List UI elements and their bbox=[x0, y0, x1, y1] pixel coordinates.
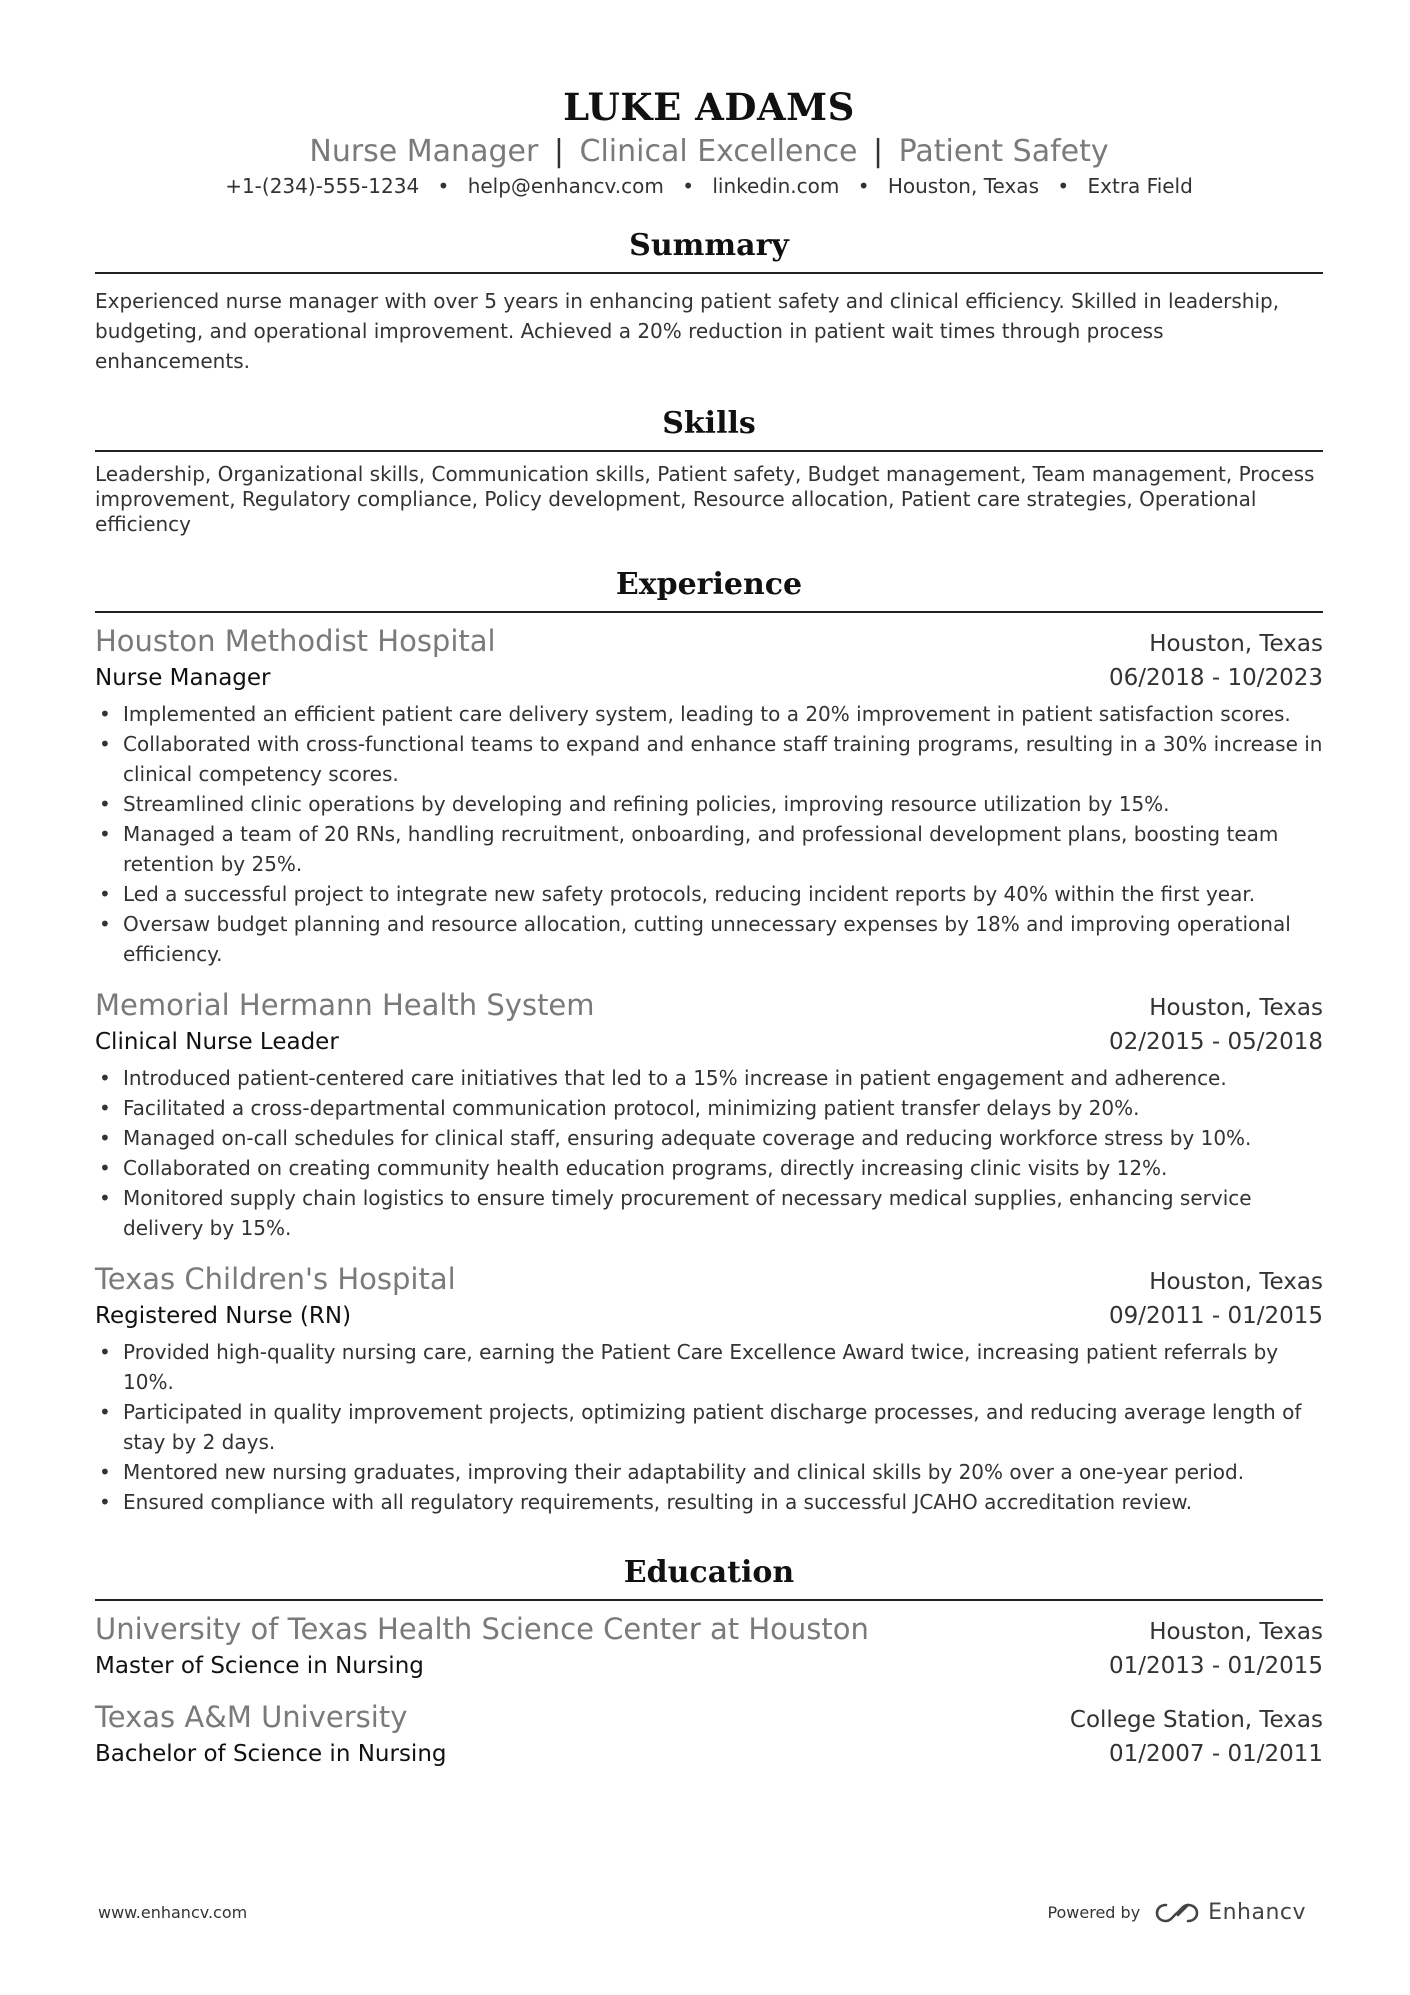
achievement-item: • Ensured compliance with all regulatory requirements, resulting in a successful JCAHO accreditation review. bbox=[123, 1487, 1323, 1517]
achievement-item: • Streamlined clinic operations by developing and refining policies, improving resource utilization by 15%. bbox=[123, 789, 1323, 819]
summary-heading: Summary bbox=[95, 226, 1323, 274]
contact-extra-field: Extra Field bbox=[1087, 174, 1193, 198]
contact-location: Houston, Texas bbox=[887, 174, 1039, 198]
candidate-name: LUKE ADAMS bbox=[563, 85, 855, 129]
achievement-item: • Managed a team of 20 RNs, handling recruitment, onboarding, and professional development plans, boosting team retention by 25%. bbox=[123, 819, 1323, 879]
summary-text: Experienced nurse manager with over 5 years in enhancing patient safety and clinical efficiency. Skilled in leadership, budgeting, and operational improvement. Achieved a 20% reduction in patient wait times through process enhancements. bbox=[95, 289, 1280, 373]
employer-location: Houston, Texas bbox=[1149, 995, 1323, 1021]
experience-entry bbox=[95, 1261, 1323, 1517]
page-footer bbox=[98, 1900, 1306, 1925]
school-location: Houston, Texas bbox=[1149, 1619, 1323, 1645]
school-name: University of Texas Health Science Center at Houston bbox=[95, 1612, 869, 1646]
employer-name: Memorial Hermann Health System bbox=[95, 988, 595, 1022]
brand-name: Enhancv bbox=[1208, 1900, 1306, 1925]
brand-logo bbox=[1154, 1900, 1306, 1925]
education-entry bbox=[95, 1699, 1323, 1773]
contact-phone: +1-(234)-555-1234 bbox=[225, 174, 420, 198]
contact-line bbox=[95, 172, 1323, 200]
headline-title-3: Patient Safety bbox=[898, 134, 1109, 169]
degree: Master of Science in Nursing bbox=[95, 1653, 424, 1679]
education-entry bbox=[95, 1611, 1323, 1685]
education-dates: 01/2007 - 01/2011 bbox=[1108, 1741, 1323, 1767]
headline-title-2: Clinical Excellence bbox=[579, 134, 858, 169]
contact-email[interactable]: help@enhancv.com bbox=[467, 174, 664, 198]
employer-location: Houston, Texas bbox=[1149, 631, 1323, 657]
achievement-item: • Facilitated a cross-departmental communication protocol, minimizing patient transfer delays by 20%. bbox=[123, 1093, 1323, 1123]
headline bbox=[95, 132, 1323, 172]
education-dates: 01/2013 - 01/2015 bbox=[1108, 1653, 1323, 1679]
footer-website-link[interactable]: www.enhancv.com bbox=[98, 1903, 248, 1922]
achievement-item: • Collaborated on creating community health education programs, directly increasing clinic visits by 12%. bbox=[123, 1153, 1323, 1183]
powered-by-badge[interactable] bbox=[1047, 1900, 1306, 1925]
achievement-item: • Oversaw budget planning and resource allocation, cutting unnecessary expenses by 18% and improving operational efficiency. bbox=[123, 909, 1323, 969]
job-title: Nurse Manager bbox=[95, 665, 271, 691]
job-dates: 09/2011 - 01/2015 bbox=[1108, 1303, 1323, 1329]
degree: Bachelor of Science in Nursing bbox=[95, 1741, 447, 1767]
school-location: College Station, Texas bbox=[1069, 1707, 1323, 1733]
achievement-list bbox=[95, 1337, 1323, 1517]
experience-section bbox=[95, 565, 1323, 1517]
summary-section bbox=[95, 226, 1323, 376]
experience-heading: Experience bbox=[95, 565, 1323, 613]
employer-name: Houston Methodist Hospital bbox=[95, 624, 496, 658]
powered-by-label: Powered by bbox=[1047, 1903, 1141, 1922]
job-title: Registered Nurse (RN) bbox=[95, 1303, 352, 1329]
experience-entry bbox=[95, 987, 1323, 1243]
achievement-list bbox=[95, 1063, 1323, 1243]
skills-text: Leadership, Organizational skills, Communication skills, Patient safety, Budget management, Team management, Process improvement, Regulatory compliance, Policy development, Resource allocation, Patient care strategies, Operational efficiency bbox=[95, 462, 1315, 536]
employer-name: Texas Children's Hospital bbox=[95, 1262, 456, 1296]
education-heading: Education bbox=[95, 1553, 1323, 1601]
resume-header bbox=[95, 0, 1323, 200]
achievement-item: • Led a successful project to integrate new safety protocols, reducing incident reports by 40% within the first year. bbox=[123, 879, 1323, 909]
education-section bbox=[95, 1553, 1323, 1773]
resume-page bbox=[95, 0, 1323, 1773]
job-dates: 02/2015 - 05/2018 bbox=[1108, 1029, 1323, 1055]
contact-separator: • bbox=[437, 174, 450, 198]
contact-separator: • bbox=[857, 174, 870, 198]
achievement-item: • Managed on-call schedules for clinical staff, ensuring adequate coverage and reducing workforce stress by 10%. bbox=[123, 1123, 1323, 1153]
achievement-item: • Collaborated with cross-functional teams to expand and enhance staff training programs, resulting in a 30% increase in clinical competency scores. bbox=[123, 729, 1323, 789]
achievement-item: • Implemented an efficient patient care delivery system, leading to a 20% improvement in patient satisfaction scores. bbox=[123, 699, 1323, 729]
employer-location: Houston, Texas bbox=[1149, 1269, 1323, 1295]
contact-separator: • bbox=[682, 174, 695, 198]
contact-linkedin[interactable]: linkedin.com bbox=[712, 174, 840, 198]
achievement-item: • Participated in quality improvement projects, optimizing patient discharge processes, and reducing average length of stay by 2 days. bbox=[123, 1397, 1323, 1457]
achievement-item: • Monitored supply chain logistics to ensure timely procurement of necessary medical supplies, enhancing service delivery by 15%. bbox=[123, 1183, 1323, 1243]
headline-separator: | bbox=[553, 134, 564, 169]
skills-section bbox=[95, 404, 1323, 537]
achievement-list bbox=[95, 699, 1323, 969]
skills-heading: Skills bbox=[95, 404, 1323, 452]
achievement-item: • Provided high-quality nursing care, earning the Patient Care Excellence Award twice, increasing patient referrals by 10%. bbox=[123, 1337, 1323, 1397]
job-title: Clinical Nurse Leader bbox=[95, 1029, 339, 1055]
achievement-item: • Mentored new nursing graduates, improving their adaptability and clinical skills by 20% over a one-year period. bbox=[123, 1457, 1323, 1487]
headline-separator: | bbox=[873, 134, 884, 169]
school-name: Texas A&M University bbox=[95, 1700, 408, 1734]
achievement-item: • Introduced patient-centered care initiatives that led to a 15% increase in patient engagement and adherence. bbox=[123, 1063, 1323, 1093]
contact-separator: • bbox=[1057, 174, 1070, 198]
enhancv-logo-icon bbox=[1154, 1902, 1200, 1924]
job-dates: 06/2018 - 10/2023 bbox=[1108, 665, 1323, 691]
headline-title-1: Nurse Manager bbox=[309, 134, 539, 169]
experience-entry bbox=[95, 623, 1323, 969]
